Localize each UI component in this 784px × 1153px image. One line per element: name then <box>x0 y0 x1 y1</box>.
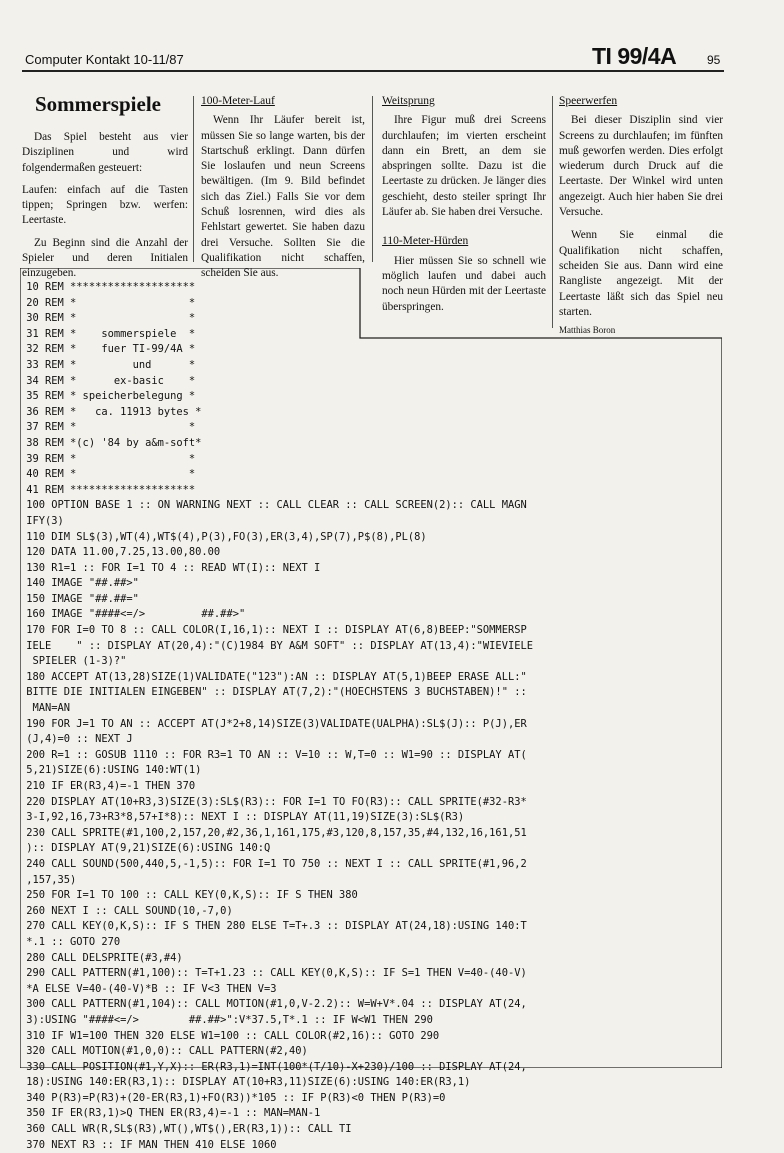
code-line: 320 CALL MOTION(#1,0,0):: CALL PATTERN(#2,40) <box>20 1045 308 1058</box>
code-line: 31 REM * sommerspiele * <box>20 327 196 340</box>
code-line: 340 P(R3)=P(R3)+(20-ER(R3,1)+FO(R3))*105 :: IF P(R3)<0 THEN P(R3)=0 <box>20 1091 446 1104</box>
code-line: 230 CALL SPRITE(#1,100,2,157,20,#2,36,1,161,175,#3,120,8,157,35,#4,132,16,161,51 <box>20 826 527 839</box>
section-title: TI 99/4A <box>592 43 677 69</box>
intro-paragraph: Das Spiel besteht aus vier Disziplinen und wird folgendermaßen gesteuert: <box>22 131 188 174</box>
intro-paragraph: Zu Beginn sind die Anzahl der Spieler und deren Initialen einzugeben. <box>22 236 188 280</box>
page-number: 95 <box>707 53 721 67</box>
code-line: 100 OPTION BASE 1 :: ON WARNING NEXT :: CALL CLEAR :: CALL SCREEN(2):: CALL MAGN <box>20 499 527 512</box>
code-line: 3-I,92,16,73+R3*8,57+I*8):: NEXT I :: DISPLAY AT(11,19)SIZE(3):SL$(R3) <box>20 811 465 824</box>
magazine-issue: Computer Kontakt 10-11/87 <box>25 52 184 67</box>
code-line: 200 R=1 :: GOSUB 1110 :: FOR R3=1 TO AN :: V=10 :: W,T=0 :: W1=90 :: DISPLAY AT( <box>20 748 527 761</box>
column-divider <box>193 96 194 262</box>
code-line: 33 REM * und * <box>20 358 196 371</box>
code-line: 210 IF ER(R3,4)=-1 THEN 370 <box>20 780 196 792</box>
code-line: *.1 :: GOTO 270 <box>20 935 121 948</box>
weitsprung-heading: Weitsprung <box>382 95 435 107</box>
speer-text: Wenn Sie einmal die Qualifikation nicht schaffen, scheiden Sie aus. Dann wird eine Rangliste angezeigt. Mit der Leertaste läßt sich das Spiel neu starten. <box>559 229 723 318</box>
code-line: 110 DIM SL$(3),WT(4),WT$(4),P(3),FO(3),ER(3,4),SP(7),P$(8),PL(8) <box>20 530 427 543</box>
article-title: Sommerspiele <box>35 92 161 116</box>
code-line: SPIELER (1-3)?" <box>20 655 127 668</box>
code-line: 10 REM ******************** <box>20 281 196 293</box>
code-line: 34 REM * ex-basic * <box>20 374 196 387</box>
code-line: 20 REM * * <box>20 296 196 309</box>
code-line: 190 FOR J=1 TO AN :: ACCEPT AT(J*2+8,14)SIZE(3)VALIDATE(UALPHA):SL$(J):: P(J),ER <box>20 717 527 730</box>
code-line: (J,4)=0 :: NEXT J <box>20 733 133 746</box>
code-line: 38 REM *(c) '84 by a&m-soft* <box>20 436 202 449</box>
code-line: 330 CALL POSITION(#1,Y,X):: ER(R3,1)=INT(100*(T/10)-X+230)/100 :: DISPLAY AT(24, <box>20 1060 527 1073</box>
intro-paragraph: Laufen: einfach auf die Tasten tippen; Springen bzw. werfen: Leertaste. <box>22 183 188 227</box>
code-line: IFY(3) <box>20 514 64 527</box>
code-line: 32 REM * fuer TI-99/4A * <box>20 343 196 356</box>
code-line: *A ELSE V=40-(40-V)*B :: IF V<3 THEN V=3 <box>20 982 277 995</box>
code-line: 180 ACCEPT AT(13,28)SIZE(1)VALIDATE("123"):AN :: DISPLAY AT(5,1)BEEP ERASE ALL:" <box>20 670 527 683</box>
code-line: 250 FOR I=1 TO 100 :: CALL KEY(0,K,S):: IF S THEN 380 <box>20 889 358 902</box>
code-line: 41 REM ******************** <box>20 483 196 496</box>
code-line: BITTE DIE INITIALEN EINGEBEN" :: DISPLAY AT(7,2):"(HOECHSTENS 3 BUCHSTABEN)!" :: <box>20 686 527 699</box>
code-line: 40 REM * * <box>20 468 196 481</box>
code-line: 3):USING "####<=/> ##.##>":V*37.5,T*.1 :: IF W<W1 THEN 290 <box>20 1013 433 1026</box>
code-line: 5,21)SIZE(6):USING 140:WT(1) <box>20 764 202 777</box>
code-line: 280 CALL DELSPRITE(#3,#4) <box>20 951 183 964</box>
header-rule <box>22 70 724 72</box>
huerden-text: Hier müssen Sie so schnell wie möglich laufen und dabei auch noch neun Hürden mit der Leertaste überspringen. <box>382 254 546 313</box>
lauf100-column <box>201 94 365 282</box>
code-line: 120 DATA 11.00,7.25,13.00,80.00 <box>20 546 221 559</box>
huerden-heading: 110-Meter-Hürden <box>382 235 469 248</box>
code-line: 360 CALL WR(R,SL$(R3),WT(),WT$(),ER(R3,1)):: CALL TI <box>20 1123 352 1136</box>
code-line: 350 IF ER(R3,1)>Q THEN ER(R3,4)=-1 :: MAN=MAN-1 <box>20 1107 321 1120</box>
code-line: ,157,35) <box>20 873 77 886</box>
speer-text: Bei dieser Disziplin sind vier Screens zu durchlaufen; im fünften muß geworfen werden. Dies erfolgt wiederum durch Druck auf die Leertaste. Der Winkel wird unten angezeigt. Auch hier haben Sie drei Versuche. <box>559 114 723 219</box>
code-line: 160 IMAGE "####<=/> ##.##>" <box>20 608 246 621</box>
code-line: MAN=AN <box>20 702 71 715</box>
code-line: ):: DISPLAY AT(9,21)SIZE(6):USING 140:Q <box>20 842 271 855</box>
code-line: 300 CALL PATTERN(#1,104):: CALL MOTION(#1,0,V-2.2):: W=W+V*.04 :: DISPLAY AT(24, <box>20 998 527 1011</box>
column-divider <box>372 96 373 262</box>
code-line: 130 R1=1 :: FOR I=1 TO 4 :: READ WT(I):: NEXT I <box>20 561 321 574</box>
code-line: 39 REM * * <box>20 452 196 465</box>
code-line: 35 REM * speicherbelegung * <box>20 390 196 403</box>
intro-column <box>22 130 188 282</box>
code-line: 240 CALL SOUND(500,440,5,-1,5):: FOR I=1 TO 750 :: NEXT I :: CALL SPRITE(#1,96,2 <box>20 857 527 870</box>
lauf100-heading: 100-Meter-Lauf <box>201 95 275 107</box>
code-line: 36 REM * ca. 11913 bytes * <box>20 405 202 418</box>
code-line: 370 NEXT R3 :: IF MAN THEN 410 ELSE 1060 <box>20 1138 277 1151</box>
code-line: 37 REM * * <box>20 421 196 434</box>
code-line: 270 CALL KEY(0,K,S):: IF S THEN 280 ELSE T=T+.3 :: DISPLAY AT(24,18):USING 140:T <box>20 920 527 933</box>
code-line: 150 IMAGE "##.##=" <box>20 592 139 605</box>
author: Matthias Boron <box>559 325 616 336</box>
code-line: 310 IF W1=100 THEN 320 ELSE W1=100 :: CALL COLOR(#2,16):: GOTO 290 <box>20 1029 440 1042</box>
code-line: 260 NEXT I :: CALL SOUND(10,-7,0) <box>20 904 233 917</box>
code-line: 220 DISPLAY AT(10+R3,3)SIZE(3):SL$(R3):: FOR I=1 TO FO(R3):: CALL SPRITE(#32-R3* <box>20 795 527 808</box>
code-line: 30 REM * * <box>20 312 196 325</box>
code-line: 170 FOR I=0 TO 8 :: CALL COLOR(I,16,1):: NEXT I :: DISPLAY AT(6,8)BEEP:"SOMMERSP <box>20 624 527 637</box>
lauf100-text: Wenn Ihr Läufer bereit ist, müssen Sie so lange warten, bis der Startschuß erklingt. Dann dürfen Sie loslaufen und neun Screens bewältigen. (Im 9. Bild befindet sich das Ziel.) Falls Sie vor dem Schuß losrennen, wird dies als Fehlstart gewertet. Sie haben dazu drei Versuche. Sollten Sie die Qualifikation nicht schaffen, scheiden Sie aus. <box>201 114 365 280</box>
code-line: IELE " :: DISPLAY AT(20,4):"(C)1984 BY A&M SOFT" :: DISPLAY AT(13,4):"WIEVIELE <box>20 639 533 652</box>
speer-heading: Speerwerfen <box>559 95 618 107</box>
code-line: 290 CALL PATTERN(#1,100):: T=T+1.23 :: CALL KEY(0,K,S):: IF S=1 THEN V=40-(40-V) <box>20 967 527 980</box>
code-line: 140 IMAGE "##.##>" <box>20 577 139 590</box>
code-lines <box>20 280 722 1153</box>
code-listing <box>20 268 722 1151</box>
weitsprung-text: Ihre Figur muß drei Screens durchlaufen; im vierten erscheint dann ein Brett, an dem sie abspringen sollte. Dazu ist die Leertaste zu drücken. Je länger dies geschieht, desto steiler springt Ihr Läufer ab. Sie haben drei Versuche. <box>382 114 546 219</box>
code-line: 18):USING 140:ER(R3,1):: DISPLAY AT(10+R3,11)SIZE(6):USING 140:ER(R3,1) <box>20 1076 471 1089</box>
